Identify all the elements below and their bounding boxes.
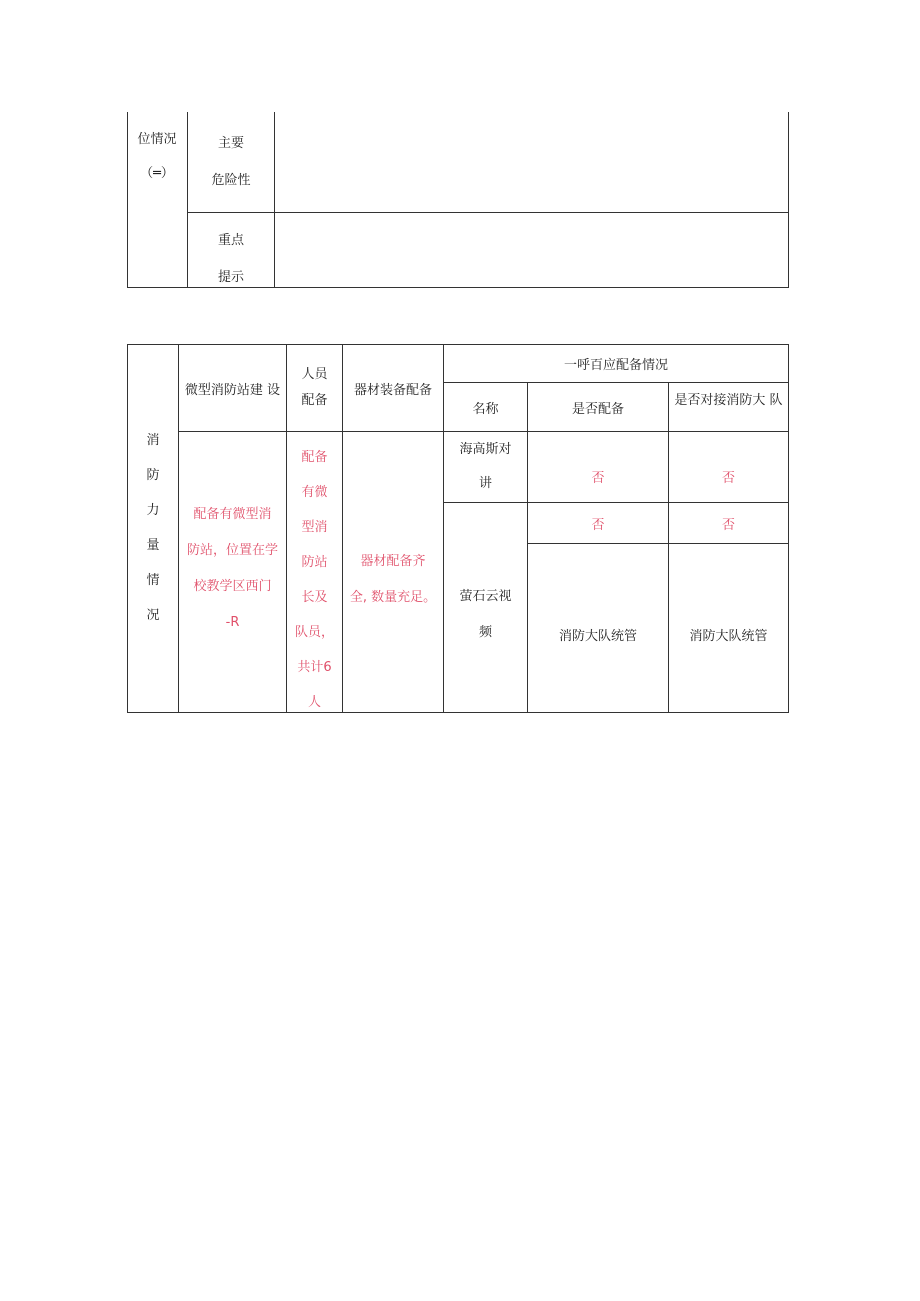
section-label: 位情况 （═） bbox=[137, 132, 177, 181]
personnel-value: 配备 有微 型消 防站 长及 队员， 共计6 人 bbox=[294, 450, 334, 710]
key-tips-content bbox=[275, 213, 788, 287]
main-hazard-label: 主要 危险性 bbox=[211, 136, 251, 188]
list-item-name: 海高斯对 讲 bbox=[459, 442, 512, 491]
main-hazard-content bbox=[275, 112, 788, 212]
fire-force-section-label: 消 防 力 量 情 况 bbox=[146, 433, 160, 623]
list-item-name: 萤石云视 频 bbox=[459, 589, 512, 640]
status-equipped: 否 bbox=[591, 517, 605, 533]
header-is-connected: 是否对接消防大 队 bbox=[674, 392, 783, 408]
header-name: 名称 bbox=[472, 401, 499, 417]
status-connected: 否 bbox=[721, 470, 735, 486]
equipment-value: 器材配备齐 全, 数量充足。 bbox=[349, 554, 437, 605]
key-tips-label: 重点 提示 bbox=[217, 233, 244, 285]
header-micro-station: 微型消防站建 设 bbox=[184, 382, 281, 398]
header-one-call: 一呼百应配备情况 bbox=[563, 358, 668, 373]
status-connected: 否 bbox=[721, 517, 735, 533]
table-border bbox=[788, 344, 789, 713]
status-equipped: 否 bbox=[591, 470, 605, 486]
header-personnel: 人员 配备 bbox=[301, 367, 328, 408]
status-equipped: 消防大队统管 bbox=[558, 628, 637, 644]
header-is-equipped: 是否配备 bbox=[571, 401, 624, 417]
table-border bbox=[788, 112, 789, 288]
micro-station-value: 配备有微型消 防站，位置在学 校教学区西门 -R bbox=[186, 507, 278, 630]
status-connected: 消防大队统管 bbox=[689, 628, 768, 644]
header-equipment: 器材装备配备 bbox=[353, 382, 432, 398]
